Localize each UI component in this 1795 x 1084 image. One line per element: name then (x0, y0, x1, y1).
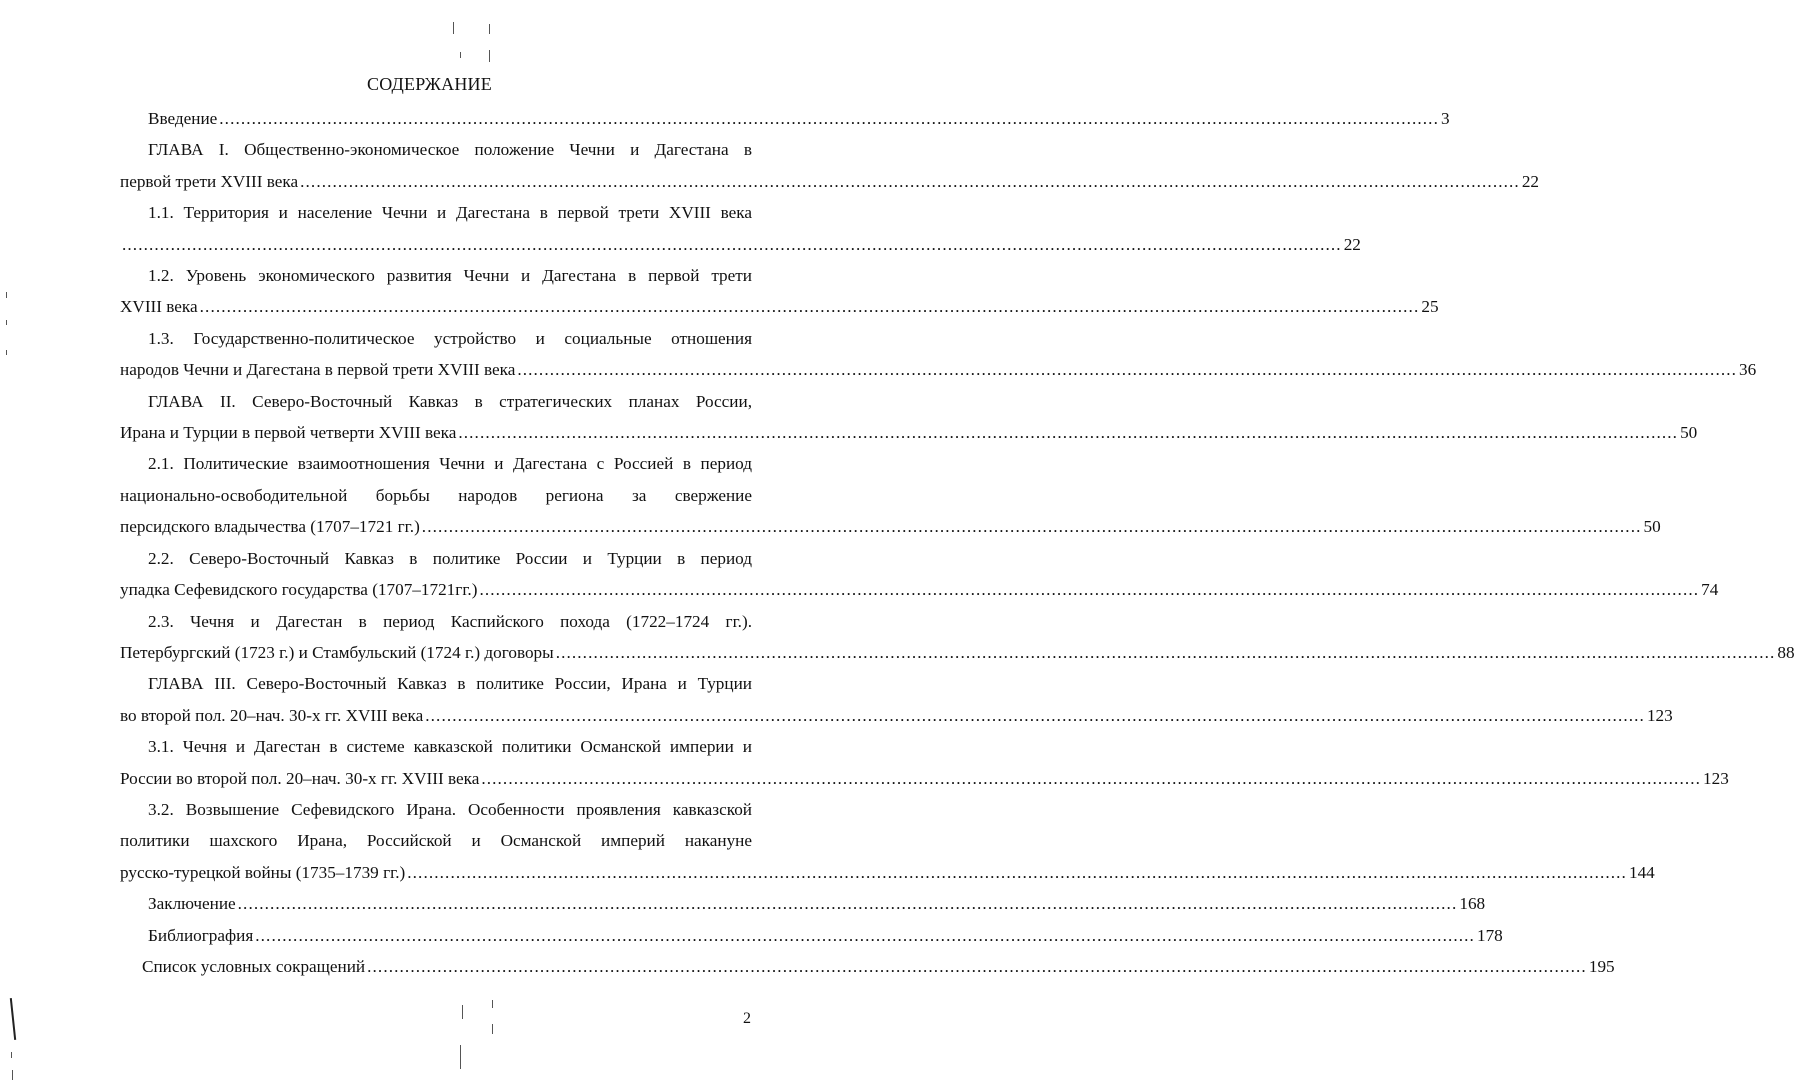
toc-page-number: 36 (1739, 360, 1757, 380)
leader-dots (238, 894, 1458, 913)
toc-entry-title: России во второй пол. 20–нач. 30-х гг. XVIII века (120, 768, 480, 788)
toc-entry-last-line (120, 511, 1661, 542)
toc-page-number: 3 (1440, 109, 1450, 128)
scan-mark (12, 1070, 13, 1080)
toc-entry-last-line (120, 229, 1361, 260)
leader-dots (517, 360, 1737, 379)
toc-entry-last-line (120, 888, 1486, 919)
scan-mark (489, 50, 490, 62)
scan-mark (492, 1024, 493, 1034)
toc-entry-title: XVIII века (120, 297, 198, 317)
toc-entry (120, 888, 1486, 919)
toc-entry (120, 731, 1729, 794)
toc-entry-title: первой трети XVIII века (120, 171, 299, 191)
toc-entry-last-line (120, 354, 1757, 385)
toc-entry (120, 920, 1503, 951)
leader-dots (407, 863, 1627, 882)
toc-entry-title: Петербургский (1723 г.) и Стамбульский (1724 г.) договоры (120, 642, 554, 662)
toc-page-number: 195 (1588, 956, 1615, 976)
toc-entry-line: ГЛАВА III. Северо-Восточный Кавказ в политике России, Ирана и Турции (148, 674, 752, 694)
toc-page-number: 22 (1343, 234, 1361, 254)
toc-entry-title: Заключение (148, 894, 236, 914)
leader-dots (122, 235, 1342, 254)
toc-entry-title: русско-турецкой войны (1735–1739 гг.) (120, 862, 406, 882)
toc-page-number: 22 (1521, 171, 1540, 191)
toc-entry-title: Ирана и Турции в первой четверти XVIII века (120, 423, 457, 443)
toc-entry-line: 3.1. Чечня и Дагестан в системе кавказской политики Османской империи и (148, 737, 752, 757)
toc-page-number: 123 (1703, 768, 1729, 788)
toc-entry (120, 386, 1698, 449)
toc-entry-line: ГЛАВА I. Общественно-экономическое положение Чечни и Дагестана в (148, 140, 752, 160)
toc-entry (120, 794, 1655, 888)
leader-dots (219, 109, 1439, 128)
toc-entry-title: Введение (148, 109, 218, 128)
page-title: СОДЕРЖАНИЕ (367, 74, 492, 94)
leader-dots (479, 580, 1699, 599)
scan-mark (492, 1000, 493, 1008)
scan-mark (6, 292, 7, 298)
scan-mark (462, 1005, 463, 1019)
toc-entry-last-line (120, 417, 1698, 448)
toc-entry-line: 2.2. Северо-Восточный Кавказ в политике России и Турции в период (148, 548, 752, 568)
toc-entry (120, 543, 1719, 606)
toc-page-number: 168 (1459, 894, 1486, 914)
toc-entry-last-line (120, 920, 1503, 951)
toc-entry-last-line (120, 637, 1795, 668)
toc-entry-last-line (120, 951, 1615, 982)
scan-mark (460, 1045, 461, 1069)
toc-entry-line: 2.3. Чечня и Дагестан в период Каспийского похода (1722–1724 гг.). (148, 611, 752, 631)
toc-entry-last-line (120, 700, 1673, 731)
toc-entry (120, 668, 1673, 731)
scan-mark (460, 52, 461, 58)
page-number: 2 (743, 1010, 751, 1027)
toc-entry (120, 323, 1757, 386)
table-of-contents (120, 103, 1795, 982)
toc-entry (120, 197, 1361, 260)
toc-entry-title: Список условных сокращений (142, 956, 366, 976)
toc-entry-line: политики шахского Ирана, Российской и Османской империй накануне (120, 831, 752, 851)
toc-entry-line: национально-освободительной борьбы народов региона за свержение (120, 485, 752, 505)
toc-entry (120, 606, 1795, 669)
toc-page-number: 178 (1476, 925, 1503, 945)
scan-mark (11, 1052, 12, 1058)
leader-dots (481, 769, 1701, 788)
toc-entry-line: ГЛАВА II. Северо-Восточный Кавказ в стратегических планах России, (148, 391, 752, 411)
toc-entry-line: 2.1. Политические взаимоотношения Чечни и Дагестана с Россией в период (148, 454, 752, 474)
toc-entry (120, 103, 1450, 134)
toc-page-number: 74 (1701, 580, 1719, 600)
toc-entry (120, 260, 1439, 323)
toc-entry-last-line (120, 857, 1655, 888)
scan-mark (10, 998, 16, 1040)
toc-page-number: 25 (1421, 297, 1439, 317)
toc-entry (120, 448, 1661, 542)
toc-entry-title: персидского владычества (1707–1721 гг.) (120, 517, 420, 537)
leader-dots (300, 172, 1520, 191)
toc-entry-last-line (120, 103, 1450, 134)
toc-entry-title: народов Чечни и Дагестана в первой трети XVIII века (120, 360, 516, 380)
leader-dots (425, 706, 1645, 725)
scan-mark (489, 24, 490, 34)
leader-dots (255, 926, 1475, 945)
scan-mark (453, 22, 454, 34)
toc-entry-last-line (120, 574, 1719, 605)
toc-entry-last-line (120, 763, 1729, 794)
toc-page-number: 50 (1643, 517, 1661, 537)
toc-entry-last-line (120, 291, 1439, 322)
leader-dots (422, 517, 1642, 536)
toc-page-number: 123 (1646, 705, 1673, 725)
scan-mark (6, 350, 7, 355)
toc-entry-title: во второй пол. 20–нач. 30-х гг. XVIII века (120, 705, 424, 725)
toc-entry-line: 3.2. Возвышение Сефевидского Ирана. Особенности проявления кавказской (148, 799, 752, 819)
toc-page-number: 88 (1777, 642, 1795, 662)
toc-entry-line: 1.2. Уровень экономического развития Чечни и Дагестана в первой трети (148, 266, 752, 286)
toc-entry-last-line (120, 166, 1540, 197)
toc-entry (120, 134, 1540, 197)
toc-page-number: 144 (1628, 862, 1655, 882)
toc-entry-line: 1.1. Территория и население Чечни и Дагестана в первой трети XVIII века (148, 203, 752, 223)
toc-entry-title: Библиография (148, 925, 254, 945)
toc-entry-line: 1.3. Государственно-политическое устройство и социальные отношения (148, 328, 752, 348)
toc-page-number: 50 (1680, 423, 1698, 443)
leader-dots (458, 423, 1678, 442)
leader-dots (200, 297, 1420, 316)
leader-dots (556, 643, 1776, 662)
leader-dots (367, 957, 1587, 976)
scan-mark (6, 320, 7, 325)
toc-entry-title: упадка Сефевидского государства (1707–1721гг.) (120, 580, 478, 600)
toc-entry (120, 951, 1615, 982)
